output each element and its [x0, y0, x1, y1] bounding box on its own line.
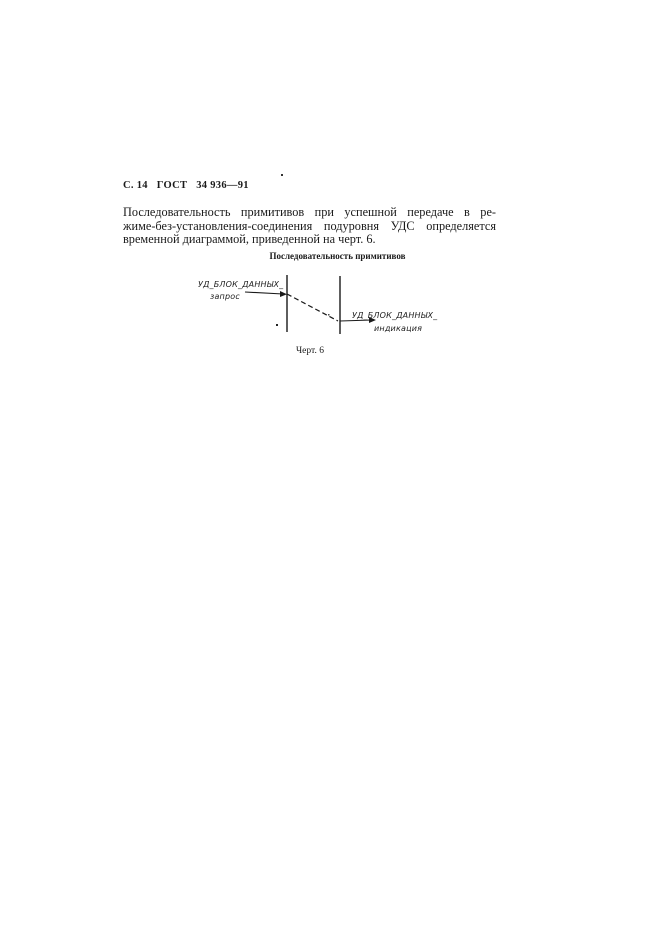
page-number: С. 14	[123, 180, 148, 191]
paragraph-line-2: жиме-без-установления-соединения подуровня УДС определяется	[123, 218, 496, 233]
figure-caption: Черт. 6	[296, 346, 324, 356]
left-tick-mark	[276, 324, 278, 326]
transfer-dashed-line	[287, 294, 338, 321]
paragraph-line-1: Последовательность примитивов при успешной передаче в ре-	[123, 205, 496, 219]
right-tick-mark	[328, 314, 330, 316]
request-arrow-line	[245, 292, 283, 294]
indication-label-line2: индикация	[374, 324, 423, 333]
standard-number: 34 936—91	[196, 180, 249, 191]
diagram-title-text: Последовательность примитивов	[269, 251, 406, 261]
request-arrow-head	[280, 291, 287, 297]
indication-arrow-line	[340, 320, 372, 321]
standard-label: ГОСТ	[156, 180, 188, 191]
request-label-line1: УД_БЛОК_ДАННЫХ_	[198, 280, 284, 289]
paragraph-line-3: временной диаграммой, приведенной на черт. 6.	[123, 232, 376, 246]
indication-label-line1: УД_БЛОК_ДАННЫХ_	[352, 311, 438, 320]
request-label-line2: запрос	[210, 292, 240, 301]
